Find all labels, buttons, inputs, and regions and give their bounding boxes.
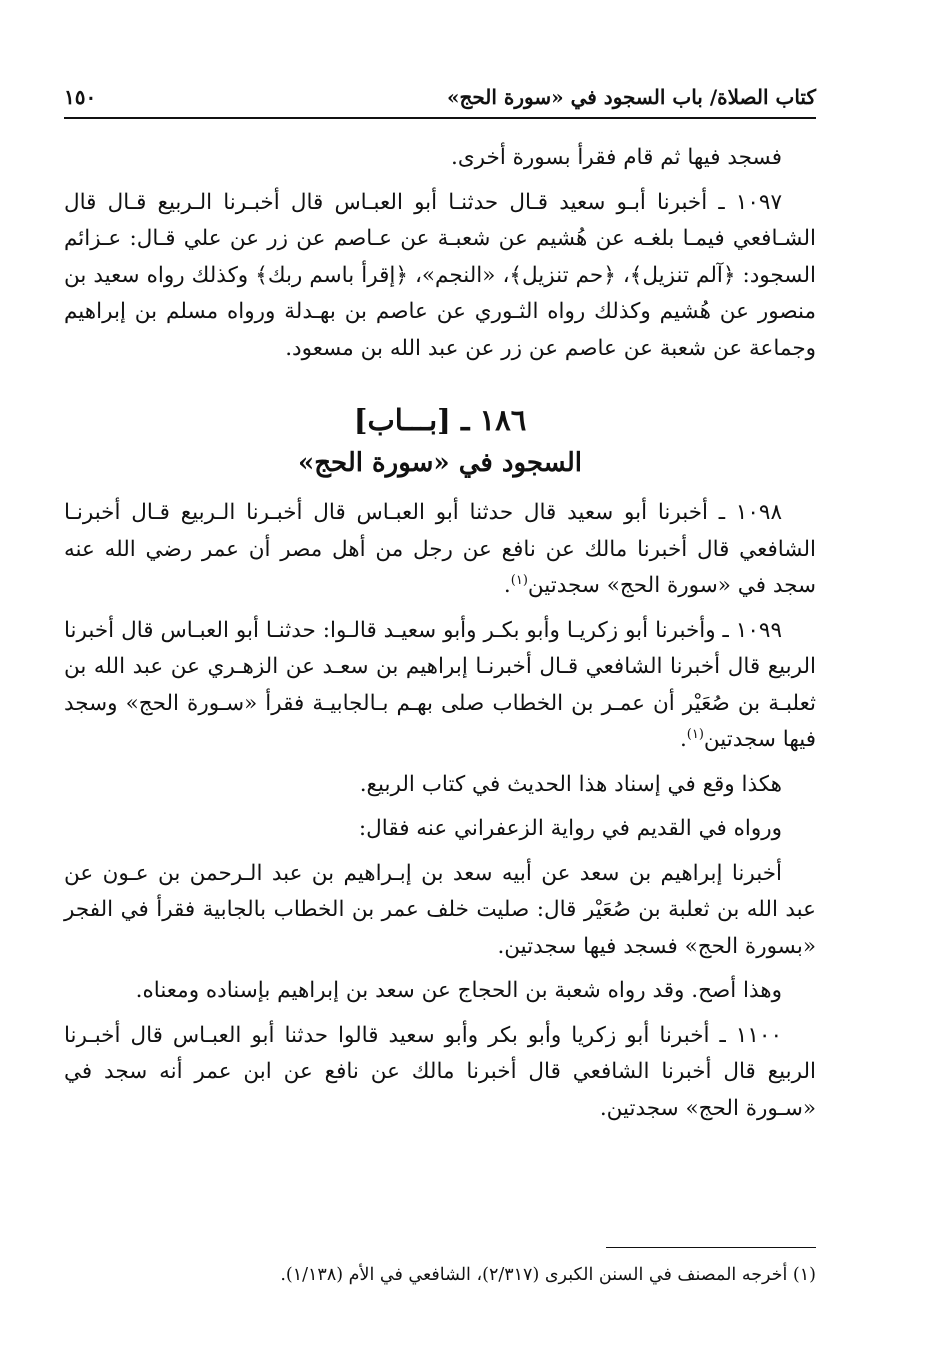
comment-paragraph: وهذا أصح. وقد رواه شعبة بن الحجاج عن سعد بن إبراهيم بإسناده ومعناه. [135,978,782,1003]
header-rule [64,117,816,119]
page-number: ١٥٠ [64,85,97,109]
body-text [64,140,816,1135]
hadith-1098 [64,495,816,605]
footnote-ref: (١) [686,726,704,742]
footnote: (١) أخرجه المصنف في السنن الكبرى (٢/٣١٧)، الشافعي في الأم (١/١٣٨). [280,1265,816,1285]
comment-paragraph: ورواه في القديم في رواية الزعفراني عنه فقال: [358,816,782,841]
hadith-1098-tail: . [503,573,511,598]
running-title: كتاب الصلاة/ باب السجود في «سورة الحج» [446,85,816,109]
running-head [64,80,816,114]
page [64,0,816,1369]
footnote-ref: (١) [510,572,528,588]
paragraph-continuation: فسجد فيها ثم قام فقرأ بسورة أخرى. [451,145,782,170]
hadith-1099-text: ١٠٩٩ ـ وأخبرنا أبو زكريـا وأبو بكـر وأبو سعيـد قالـوا: حدثنـا أبو العبـاس قال أخبرنا الربيع قال أخبرنا الشافعي قـال أخبرنـا إبراهيم بن سعـد عن الزهـري عن عبد الله بن ثعلبـة بن صُعَيْر أن عمـر بن الخطاب صلى بهـم بـالجابيـة فقرأ «سـورة الحج» وسجد فيها سجدتين [64,617,816,752]
footnote-rule [606,1247,816,1248]
hadith-1098-text: ١٠٩٨ ـ أخبرنا أبو سعيد قال حدثنا أبو العبـاس قال أخبـرنا الـربيع قـال أخبرنـا الشافعي قال أخبرنا مالك عن نافع عن رجل من أهل مصر أن عمر رضي الله عنه سجد في «سورة الحج» سجدتين [64,500,816,598]
hadith-1099-tail: . [679,727,687,752]
comment-paragraph: هكذا وقع في إسناد هذا الحديث في كتاب الربيع. [359,771,782,797]
hadith-1097: ١٠٩٧ ـ أخبرنا أبـو سعيد قـال حدثنـا أبو العبـاس قال أخبـرنا الـربيع قـال قال الشـافعي فيمـا بلغـه عن هُشيم عن شعبـة عن عـاصم عن زر عن علي قـال: عـزائم السجود: ﴿آلم تنزيل﴾، ﴿حم تنزيل﴾، «النجم»، ﴿إقرأ باسم ربك﴾ وكذلك رواه سعيد بن منصور عن هُشيم وكذلك رواه الثـوري عن عاصم بن بهـدلة ورواه مسلم بن إبراهيم وجماعة عن شعبة عن عاصم عن زر عن عبد الله بن مسعود. [64,189,816,361]
chapter-title: ١٨٦ ـ [بـــاب] [353,403,527,437]
narration-paragraph: أخبرنا إبراهيم بن سعد عن أبيه سعد بن إبـراهيم بن عبد الـرحمن بن عـون عن عبد الله بن ثعلبة بن صُعَيْر قال: صليت خلف عمر بن الخطاب بالجابية فقرأ في الفجر «بسورة الحج» فسجد فيها سجدتين. [64,860,816,959]
chapter-subtitle: السجود في «سورة الحج» [298,448,582,478]
hadith-1099 [64,613,816,759]
hadith-1100: ١١٠٠ ـ أخبرنا أبو زكريا وأبو بكر وأبو سعيد قالوا حدثنا أبو العبـاس قال أخبـرنا الربيع قال أخبرنا الشافعي قال أخبرنا مالك عن نافع عن ابن عمر أنه سجد في «سـورة الحج» سجدتين. [64,1022,816,1121]
